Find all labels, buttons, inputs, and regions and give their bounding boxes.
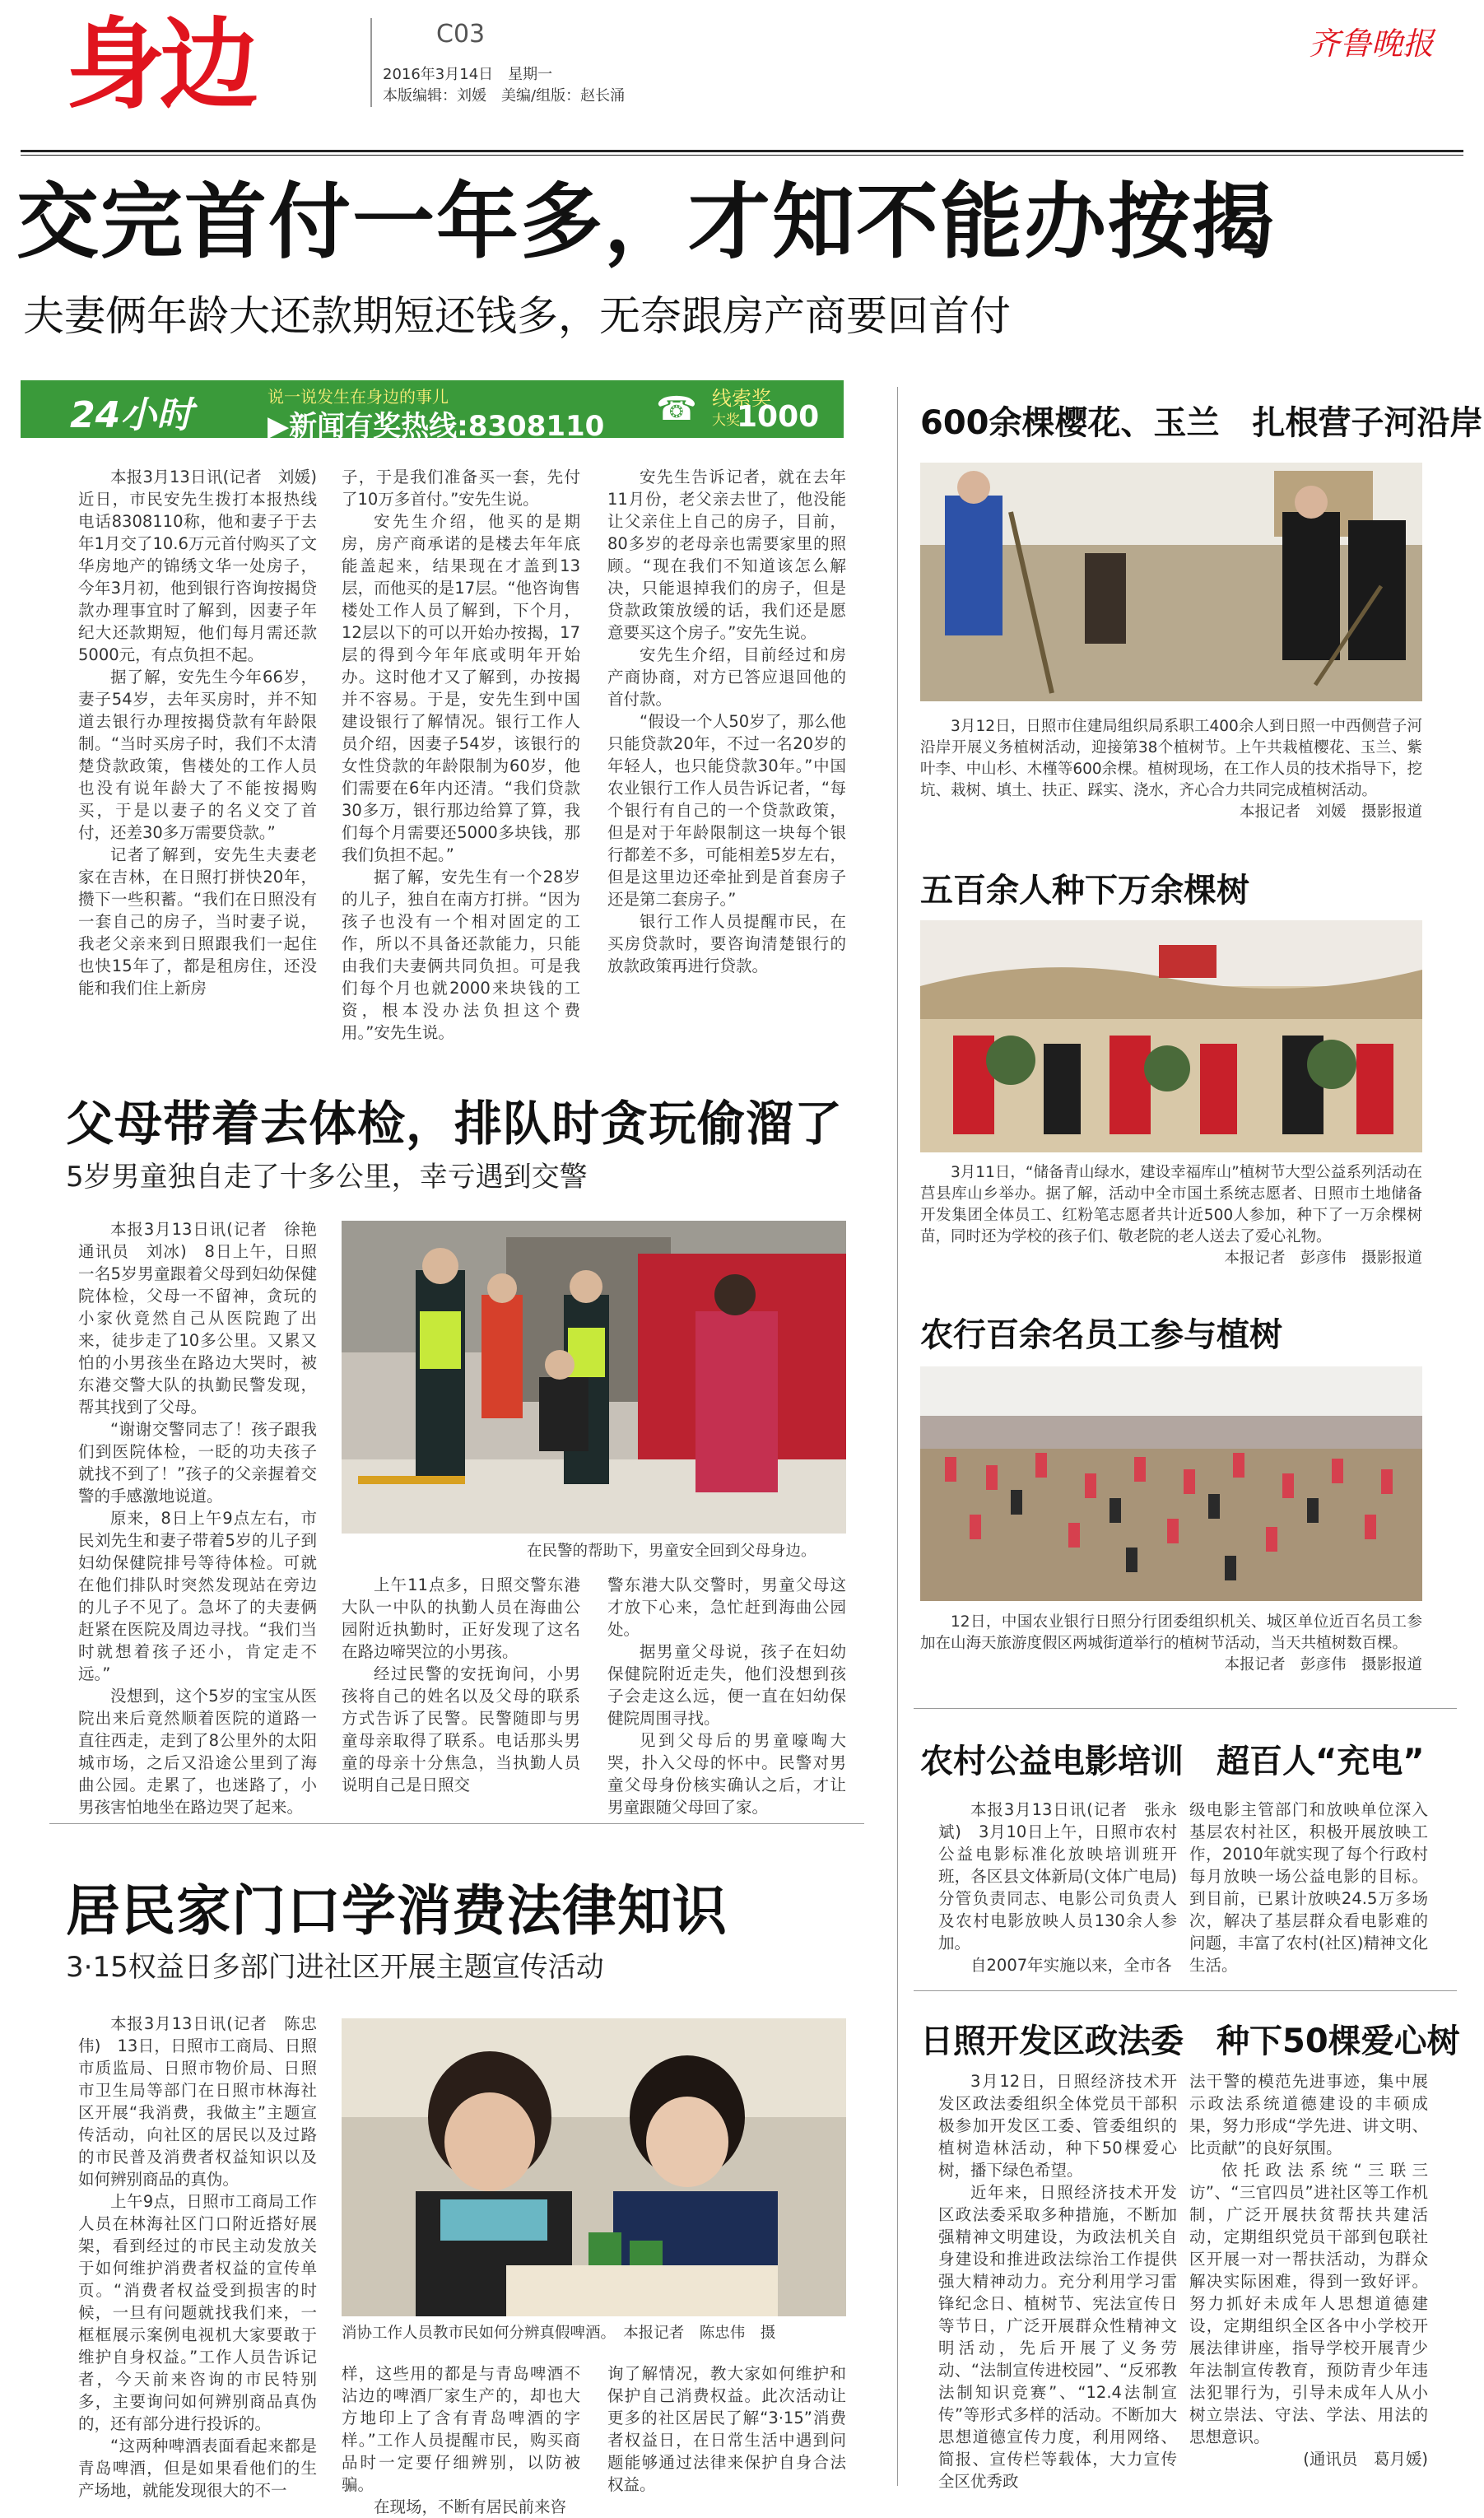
date-line: 2016年3月14日 星期一 — [383, 66, 553, 83]
lead-headline: 交完首付一年多，才知不能办按揭 — [16, 174, 1276, 270]
prize-amount: 1000元 — [737, 400, 820, 474]
story3-col-3: 询了解情况，教大家如何维护和保护自己消费权益。此次活动让更多的社区居民了解“3·15”消费者权益日，在日常生活中遇到问题能够通过法律来保护自身合法权益。 — [607, 2364, 846, 2494]
right-s2-photo — [920, 920, 1422, 1152]
story2-caption: 在民警的帮助下，男童安全回到父母身边。 — [527, 1543, 816, 1560]
police-child-photo-illustration — [342, 1221, 846, 1534]
story2-col-2: 上午11点多，日照交警东港大队一中队的执勤人员在海曲公园附近执勤时，正好发现了这名在路边啼哭泣的小男孩。 经过民警的安抚询问，小男孩将自己的姓名以及父母的联系方式告诉了民警。民警随即与男童母亲取得了联系。电话那头男童的母亲十分焦急，当执勤人员说明自己是日照交 — [342, 1575, 580, 1794]
right-divider-1 — [914, 1708, 1457, 1709]
right-s1-caption: 3月12日，日照市住建局组织局系职工400余人到日照一中西侧营子河沿岸开展义务植树活动，迎接第38个植树节。上午共栽植樱花、玉兰、紫叶李、中山杉、木槿等600余棵。植树现场，在工作人员的技术指导下，挖坑、栽树、填土、扶正、踩实、浇水，齐心合力共同完成植树活动。 本报记者 刘媛 摄影报道 — [920, 718, 1422, 821]
column-divider — [897, 387, 898, 2486]
right-divider-2 — [914, 1990, 1457, 1991]
story3-caption: 消协工作人员教市民如何分辨真假啤酒。 本报记者 陈忠伟 摄 — [342, 2325, 776, 2342]
story3-subtitle: 3·15权益日多部门进社区开展主题宣传活动 — [66, 1951, 604, 1984]
right-s3-photo — [920, 1366, 1422, 1601]
right-s5-col-1: 3月12日，日照经济技术开发区政法委组织全体党员干部积极参加开发区工委、管委组织的植树造林活动，种下50棵爱心树，播下绿色希望。 近年来，日照经济技术开发区政法委采取多种措施，不断加强精神文明建设，为政法机关自身建设和推进政法综治工作提供强大精神动力。充分利用学习雷锋纪念日、植树节、宪法宣传日等节日，广泛开展群众性精神文明活动，先后开展了义务劳动、“法制宣传进校园”、“反邪教法制知识竞赛”、“12.4法制宣传”等形式多样的活动。不断加大思想道德宣传力度，利用网络、简报、宣传栏等载体，大力宣传全区优秀政 — [938, 2072, 1177, 2491]
hotline-brand: 24小时 — [70, 394, 193, 436]
masthead-divider — [370, 18, 372, 107]
phone-icon: ☎ — [656, 390, 697, 428]
prize-label: 线索奖 — [712, 387, 771, 410]
right-s2-title: 五百余人种下万余棵树 — [920, 872, 1249, 910]
hotline-banner — [21, 380, 844, 474]
story2-col-3: 警东港大队交警时，男童父母这才放下心来，急忙赶到海曲公园处。 据男童父母说，孩子在妇幼保健院附近走失，他们没想到孩子会走这么远，便一直在妇幼保健院周围寻找。 见到父母后的男童嚎啕大哭，扑入父母的怀中。民警对男童父母身份核实确认之后，才让男童跟随父母回了家。 — [607, 1575, 846, 1817]
hotline-number: ▶新闻有奖热线:8308110 — [267, 410, 605, 443]
right-s4-col-1: 本报3月13日讯(记者 张永斌) 3月10日上午，日照市农村公益电影标准化放映培训班开班，各区县文体新局(文体广电局)分管负责同志、电影公司负责人及农村电影放映人员130余人参加。 自2007年实施以来，全市各 — [938, 1800, 1177, 1975]
tree-planting-photo-1 — [920, 463, 1422, 701]
consumer-rights-photo-illustration — [342, 2018, 846, 2316]
lead-col-3: 安先生告诉记者，就在去年11月份，老父亲去世了，他没能让父亲住上自己的房子，目前，80多岁的老母亲也需要家里的照顾。“现在我们不知道该怎么解决，只能退掉我们的房子，但是贷款政策放缓的话，我们还是愿意要买这个房子。”安先生说。 安先生介绍，目前经过和房产商协商，对方已答应退回他的首付款。 “假设一个人50岁了，那么他只能贷款20年，不过一名20岁的年轻人，也只能贷款30年。”中国农业银行工作人员告诉记者，“每个银行有自己的一个贷款政策，但是对于年龄限制这一块每个银行都差不多，可能相差5岁左右，但是这里边还牵扯到是首套房子还是第二套房子。” 银行工作人员提醒市民，在买房贷款时，要咨询清楚银行的放款政策再进行贷款。 — [607, 468, 846, 975]
right-s2-caption: 3月11日，“储备青山绿水，建设幸福库山”植树节大型公益系列活动在莒县库山乡举办。据了解，活动中全市国土系统志愿者、日照市土地储备开发集团全体员工、红粉笔志愿者共计近500人参加，种下了一万余棵树苗，同时还为学校的孩子们、敬老院的老人送去了爱心礼物。 本报记者 彭彦伟 摄影报道 — [920, 1164, 1422, 1267]
right-s4-col-2: 级电影主管部门和放映单位深入基层农村社区，积极开展放映工作，2010年就实现了每个行政村每月放映一场公益电影的目标。到目前，已累计放映24.5万多场次，解决了基层群众看电影难的问题，丰富了农村(社区)精神文化生活。 — [1189, 1800, 1428, 1975]
masthead-rule — [21, 150, 1463, 152]
right-s3-caption: 12日，中国农业银行日照分行团委组织机关、城区单位近百名员工参加在山海天旅游度假区两城街道举行的植树节活动，当天共植树数百棵。 本报记者 彭彦伟 摄影报道 — [920, 1613, 1422, 1673]
section-title: 身边 — [66, 8, 254, 123]
tree-planting-photo-2 — [920, 920, 1422, 1152]
story3-col-2: 样，这些用的都是与青岛啤酒不沾边的啤酒厂家生产的，却也大方地印上了含有青岛啤酒的字样。”工作人员提醒市民，购买商品时一定要仔细辨别，以防被骗。 在现场，不断有居民前来咨 — [342, 2364, 580, 2516]
story3-photo — [342, 2018, 846, 2316]
page-number: C03 — [436, 20, 486, 49]
story2-title: 父母带着去体检，排队时贪玩偷溜了 — [66, 1096, 844, 1152]
story3-title: 居民家门口学消费法律知识 — [66, 1879, 728, 1943]
right-s5-title: 日照开发区政法委 种下50棵爱心树 — [920, 2022, 1460, 2060]
right-s4-title: 农村公益电影培训 超百人“充电” — [920, 1743, 1425, 1780]
story2-photo — [342, 1221, 846, 1534]
right-s5-col-2: 法干警的模范先进事迹，集中展示政法系统道德建设的丰硕成果，努力形成“学先进、讲文明、比贡献”的良好氛围。 依托政法系统“三联三访”、“三官四员”进社区等工作机制，广泛开展扶贫帮扶共建活动，定期组织党员干部到包联社区开展一对一帮扶活动，为群众解决实际困难，得到一致好评。努力抓好未成年人思想道德建设，定期组织全区各中小学校开展法律讲座，指导学校开展青少年法制宣传教育，预防青少年违法犯罪行为，引导未成年人从小树立崇法、守法、学法、用法的思想意识。 (通讯员 葛月媛) — [1189, 2072, 1428, 2469]
tree-planting-photo-3 — [920, 1366, 1422, 1601]
story3-col-1: 本报3月13日讯(记者 陈忠伟) 13日，日照市工商局、日照市质监局、日照市物价局、日照市卫生局等部门在日照市林海社区开展“我消费，我做主”主题宣传活动，向社区的居民以及过路的市民普及消费者权益知识以及如何辨别商品的真伪。 上午9点，日照市工商局工作人员在林海社区门口附近搭好展架，看到经过的市民主动发放关于如何维护消费者权益的宣传单页。“消费者权益受到损害的时候，一旦有问题就找我们来，一框框展示案例电视机大家要敢于维护自身权益。”工作人员告诉记者，今天前来咨询的市民特别多，主要询问如何辨别商品真伪的，还有部分进行投诉的。 “这两种啤酒表面看起来都是青岛啤酒，但是如果看他们的生产场地，就能发现很大的不一 — [78, 2014, 317, 2500]
lead-col-2: 子，于是我们准备买一套，先付了10万多首付。”安先生说。 安先生介绍，他买的是期房，房产商承诺的是楼去年年底能盖起来，结果现在才盖到13层，而他买的是17层。“他咨询售楼处工作人员了解到，下个月，12层以下的可以开始办按揭，17层的得到今年年底或明年开始办。这时他才又了解到，办按揭并不容易。于是，安先生到中国建设银行了解情况。银行工作人员介绍，因妻子54岁，该银行的女性贷款的年龄限制为60岁，他们需要在6年内还清。“我们贷款30多万，银行那边给算了算，我们每个月需要还5000多块钱，那我们负担不起。” 据了解，安先生有一个28岁的儿子，独自在南方打拼。“因为孩子也没有一个相对固定的工作，所以不具备还款能力，只能由我们夫妻俩共同负担。可是我们每个月也就2000来块钱的工资，根本没办法负担这个费用。”安先生说。 — [342, 468, 580, 1042]
prize-sub: 大奖 — [712, 412, 740, 429]
right-s1-photo — [920, 463, 1422, 701]
right-s1-title: 600余棵樱花、玉兰 扎根营子河沿岸 — [920, 404, 1483, 442]
story2-col-1: 本报3月13日讯(记者 徐艳 通讯员 刘冰) 8日上午，日照一名5岁男童跟着父母到妇幼保健院体检，父母一不留神，贪玩的小家伙竟然自己从医院跑了出来，徒步走了10多公里。又累又怕的小男孩坐在路边大哭时，被东港交警大队的执勤民警发现，帮其找到了父母。 “谢谢交警同志了！孩子跟我们到医院体检，一眨的功夫孩子就找不到了！”孩子的父亲握着交警的手感激地说道。 原来，8日上午9点左右，市民刘先生和妻子带着5岁的儿子到妇幼保健院排号等待体检。可就在他们排队时突然发现站在旁边的儿子不见了。急坏了的夫妻俩赶紧在医院及周边寻找。“我们当时就想着孩子还小，肯定走不远。” 没想到，这个5岁的宝宝从医院出来后竟然顺着医院的道路一直往西走，走到了8公里外的太阳城市场，之后又沿途公里到了海曲公园。走累了，也迷路了，小男孩害怕地坐在路边哭了起来。 — [78, 1220, 333, 1817]
editor-line: 本版编辑：刘媛 美编/组版：赵长涌 — [383, 87, 626, 105]
lead-col-1: 本报3月13日讯(记者 刘媛) 近日，市民安先生拨打本报热线电话8308110称，他和妻子于去年1月交了10.6万元首付购买了文华房地产的锦绣文华一处房子，今年3月初，他到银行咨询按揭贷款办理事宜时了解到，因妻子年纪大还款期短，他们每月需还款5000元，有点负担不起。 据了解，安先生今年66岁，妻子54岁，去年买房时，并不知道去银行办理按揭贷款有年龄限制。“当时买房子时，我们不太清楚贷款政策，售楼处的工作人员也没有说年龄大了不能按揭购买，于是以妻子的名义交了首付，还差30多万需要贷款。” 记者了解到，安先生夫妻老家在吉林，在日照打拼快20年，攒下一些积蓄。“我们在日照没有一套自己的房子，当时妻子说，我老父亲来到日照跟我们一起住也快15年了，都是租房住，还没能和我们住上新房 — [78, 468, 333, 998]
lead-subheadline: 夫妻俩年龄大还款期短还钱多，无奈跟房产商要回首付 — [23, 292, 1011, 340]
right-s3-title: 农行百余名员工参与植树 — [920, 1316, 1282, 1354]
masthead-rule-thin — [21, 155, 1463, 156]
hotline-slogan: 说一说发生在身边的事儿 — [267, 387, 449, 407]
paper-logo: 齐鲁晚报 — [1309, 26, 1435, 62]
story2-subtitle: 5岁男童独自走了十多公里，幸亏遇到交警 — [66, 1161, 588, 1194]
story-divider — [49, 1823, 864, 1824]
